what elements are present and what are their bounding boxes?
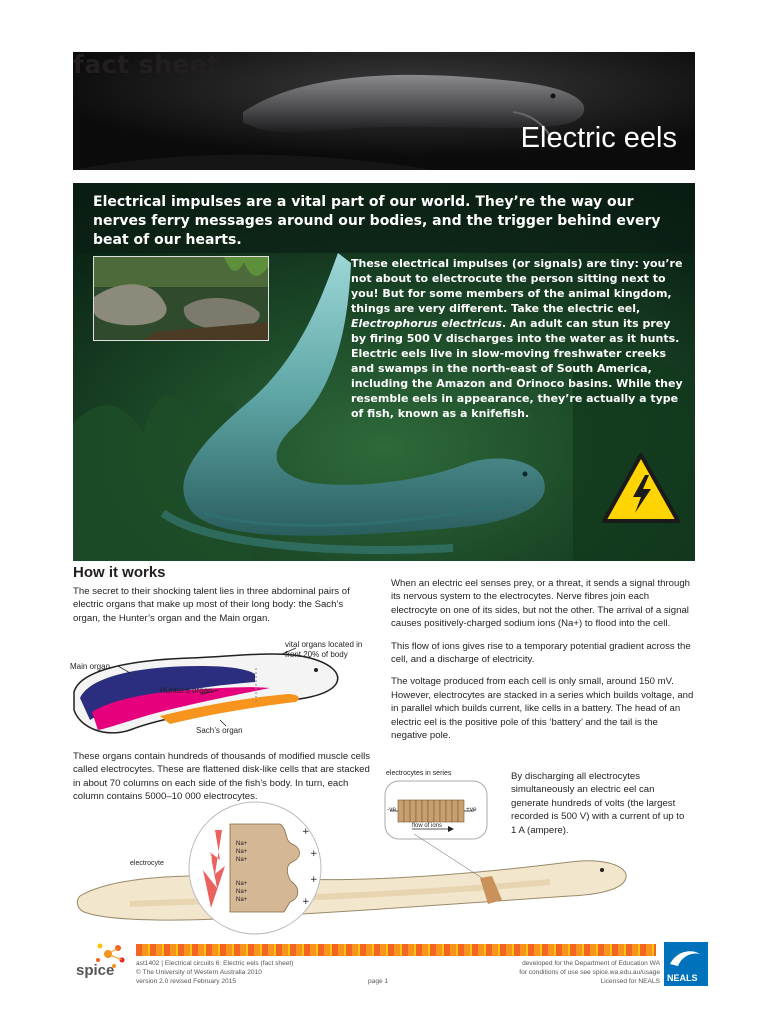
paragraph: The voltage produced from each cell is only small, around 150 mV. However, electrocytes are stacked in a series which builds voltage, and in parallel which builds current, like cells in a battery. The head of an electric eel is the positive pole of this ‘battery’ and the tail is the negative pole. <box>391 676 694 742</box>
paragraph: By discharging all electrocytes simultaneously an electric eel can generate hundreds of volts (the largest recorded is 500 V) with a current of up to 1 A (ampere). <box>511 771 685 836</box>
paragraph: These organs contain hundreds of thousands of modified muscle cells called electrocytes. These are flattened disk-like cells that are stacked in about 70 columns on each side of the fish’s body. In turn, each column contains 5000–10 000 electrocytes. <box>73 751 371 803</box>
sodium-ion-labels <box>236 840 247 864</box>
svg-text:+: + <box>302 827 310 837</box>
main-organ-label: Main organ <box>70 662 111 671</box>
hero-body-part1: These electrical impulses (or signals) are tiny: you’re not about to electrocute the person sitting next to you! But for some members of the animal kingdom, things are very different. Take the electric eel, <box>351 257 683 315</box>
hunters-organ-label: Hunter’s organ <box>160 686 213 695</box>
footer-citation <box>136 959 293 986</box>
electrocytes-series-label: electrocytes in series <box>386 770 452 777</box>
lead-paragraph: Electrical impulses are a vital part of our world. They’re the way our nerves ferry messages around our bodies, and the trigger behind every beat of our hearts. <box>93 194 661 248</box>
footer-line: version 2.0 revised February 2015 <box>136 978 237 985</box>
how-it-works-intro <box>73 585 373 634</box>
ion-label: Na+ <box>236 857 248 863</box>
ion-label: Na+ <box>236 849 248 855</box>
paragraph: This flow of ions gives rise to a temporary potential gradient across the cell, and a discharge of electricity. <box>391 640 691 666</box>
ion-label: Na+ <box>236 841 248 847</box>
spice-logo-text: spice <box>76 962 115 979</box>
neals-logo <box>664 942 708 986</box>
negative-pole-label: -ve <box>387 806 397 813</box>
how-it-works-heading: How it works <box>73 564 166 581</box>
electrocyte-label: electrocyte <box>130 860 164 867</box>
species-name: Electrophorus electricus <box>351 317 502 330</box>
page-title: Electric eels <box>520 122 677 154</box>
footer-line: © The University of Western Australia 2010 <box>136 969 262 976</box>
ion-label: Na+ <box>236 889 248 895</box>
eel-electrocyte-diagram <box>70 800 640 940</box>
positive-pole-label: +ve <box>466 806 477 813</box>
svg-text:+: + <box>310 849 318 859</box>
footer-decor-bar <box>136 944 656 956</box>
neals-logo-text: NEALS <box>667 973 698 983</box>
section-label: fact sheet <box>73 50 220 79</box>
page-number: page 1 <box>368 978 389 985</box>
flow-of-ions-label: flow of ions <box>412 823 443 829</box>
high-voltage-warning-icon <box>601 451 681 525</box>
stimulus-label: stimulus <box>208 848 214 871</box>
paragraph: When an electric eel senses prey, or a threat, it sends a signal through its nervous system to the electrocytes. Nerve fibres join each electrocyte on one of its sides, but not the other. The arrival of a signal causes positively-charged sodium ions (Na+) to flood into the cell. <box>391 578 690 630</box>
sodium-ion-labels-lower <box>236 880 247 904</box>
inset-eel-photo <box>93 256 269 341</box>
sachs-organ-label: Sach’s organ <box>196 726 243 735</box>
hero-panel <box>73 183 695 561</box>
ion-label: Na+ <box>236 897 248 903</box>
svg-text:+: + <box>310 875 318 885</box>
mechanism-text <box>391 577 696 751</box>
svg-text:+: + <box>302 897 310 907</box>
vital-organs-label: vital organs located in front 20% of body <box>285 640 363 659</box>
hero-body-part2: . An adult can stun its prey by firing 500 V discharges into the water as it hunts. Electric eels live in slow-moving freshwater creeks and swamps in the north-east of South America, including the Amazon and Orinoco basins. While they resemble eels in appearance, they’re actually a type of fish, known as a knifefish. <box>351 317 683 420</box>
hero-body-text <box>351 256 683 421</box>
neals-wave-icon <box>664 942 708 972</box>
footer-line: developed for the Department of Education WA <box>522 960 660 967</box>
footer-line: for conditions of use see spice.wa.edu.au/usage <box>519 969 660 976</box>
paragraph: The secret to their shocking talent lies in three abdominal pairs of electric organs that make up most of their long body: the Sach’s organ, the Hunter’s organ and the Main organ. <box>73 586 350 624</box>
ion-label: Na+ <box>236 881 248 887</box>
footer-credits <box>480 959 660 986</box>
footer-line: Licensed for NEALS <box>600 978 660 985</box>
footer-line: ast1402 | Electrical circuits 6: Electric eels (fact sheet) <box>136 960 294 967</box>
